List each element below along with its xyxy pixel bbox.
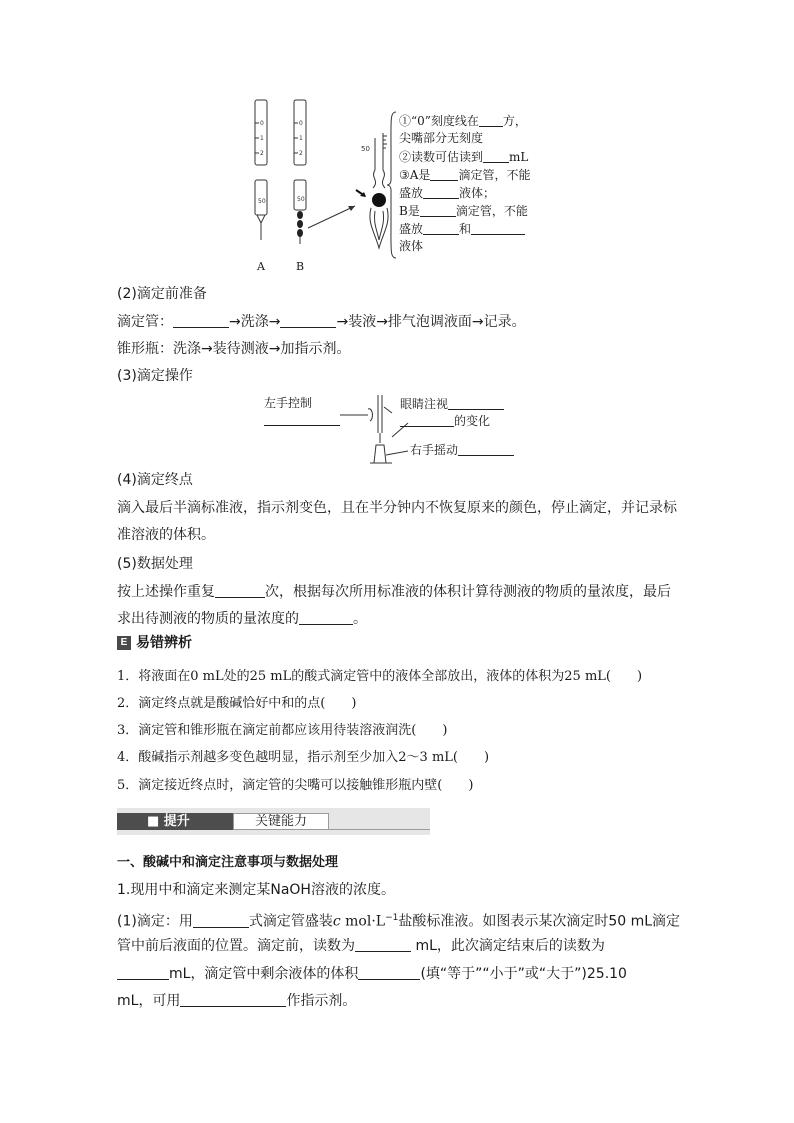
note-b-liquid — [399, 221, 525, 236]
error-item-1: 1．将液面在0 mL处的25 mL的酸式滴定管中的液体全部放出，液体的体积为25 mL( ) — [117, 669, 643, 684]
tick-2-a: 2 — [260, 150, 264, 157]
l4-a: mL，可用 — [117, 993, 181, 1009]
note-line7-mid: 和 — [459, 222, 472, 236]
tick-2-b: 2 — [299, 150, 303, 157]
banner-tag: ■ 提升 — [117, 813, 233, 830]
eyes-label: 眼睛注视 — [400, 397, 449, 411]
right-hand-line — [410, 442, 514, 457]
blank-right-hand[interactable] — [458, 442, 514, 456]
sec4-line2: 准溶液的体积。 — [117, 527, 215, 543]
sec3-heading: (3)滴定操作 — [117, 368, 193, 384]
note-line4-end: 滴定管，不能 — [458, 168, 531, 182]
note-line8: 液体 — [399, 239, 424, 253]
banner-label: 关键能力 — [233, 813, 329, 830]
blank-eyes[interactable] — [448, 396, 504, 410]
l1-b: 式滴定管盛装 — [248, 913, 333, 930]
part1-q1: 1.现用中和滴定来测定某NaOH溶液的浓度。 — [117, 882, 395, 898]
blank-a-type[interactable] — [430, 167, 458, 181]
tick-0-b: 0 — [299, 120, 303, 127]
note-b-type — [399, 203, 528, 218]
sec5-line2-b: 。 — [353, 611, 367, 627]
part1-line4 — [117, 993, 356, 1009]
blank-indicator[interactable] — [180, 993, 286, 1007]
l1-a: (1)滴定：用 — [117, 913, 193, 930]
error-item-5: 5．滴定接近终点时，滴定管的尖嘴可以接触锥形瓶内壁( ) — [117, 778, 474, 793]
note-line3: ②读数可估读到 — [399, 150, 484, 164]
label-b: B — [296, 260, 305, 273]
errors-title: 易错辨析 — [136, 635, 192, 651]
sec5-heading: (5)数据处理 — [117, 556, 193, 572]
note-a-type — [399, 167, 530, 182]
blank-burette-step2[interactable] — [280, 314, 336, 328]
blank-b-liquid-2[interactable] — [471, 221, 525, 235]
l3-a: mL，滴定管中剩余液体的体积 — [169, 966, 359, 982]
l1-sup: −1 — [385, 913, 399, 923]
right-hand-label: 右手摇动 — [410, 443, 459, 457]
sec2-heading: (2)滴定前准备 — [117, 286, 207, 302]
error-item-2: 2．滴定终点就是酸碱恰好中和的点( ) — [117, 696, 357, 711]
eyes-line — [400, 396, 504, 411]
error-badge-icon: E — [117, 636, 131, 650]
sec2-burette-label: 滴定管： — [117, 314, 173, 330]
burette-figure — [230, 98, 400, 278]
note-a-liquid — [399, 185, 495, 200]
l2-b: mL，此次滴定结束后的读数为 — [411, 938, 605, 954]
blank-b-type[interactable] — [420, 203, 456, 217]
sec5-line2-a: 求出待测液的物质的量浓度的 — [117, 611, 299, 627]
sec5-line1 — [117, 584, 671, 600]
blank-burette-step1[interactable] — [173, 314, 229, 328]
note-line6: B是 — [399, 204, 420, 218]
label-a: A — [257, 260, 265, 273]
blank-reading[interactable] — [483, 149, 509, 163]
tick-1-a: 1 — [260, 135, 264, 142]
l2-a: 管中前后液面的位置。滴定前，读数为 — [117, 938, 355, 954]
left-hand-label: 左手控制 — [264, 396, 313, 410]
note-line2: 尖嘴部分无刻度 — [399, 131, 484, 145]
blank-a-liquid[interactable] — [423, 185, 459, 199]
error-item-4: 4．酸碱指示剂越多变色越明显，指示剂至少加入2～3 mL( ) — [117, 750, 490, 765]
l3-b: (填“等于”“小于”或“大于”)25.10 — [420, 966, 627, 982]
tick-1-b: 1 — [299, 135, 303, 142]
part1-line3 — [117, 966, 627, 982]
sec5-line1-a: 按上述操作重复 — [117, 584, 215, 600]
blank-zero-position[interactable] — [479, 113, 503, 127]
sec2-burette-mid: →洗涤→ — [229, 314, 281, 330]
change-line — [400, 413, 490, 428]
tick-50-a: 50 — [258, 198, 266, 205]
part1-line1 — [117, 910, 680, 930]
note-line3-end: mL — [509, 150, 529, 164]
blank-initial-reading[interactable] — [355, 938, 411, 952]
sec2-burette-line — [117, 314, 526, 330]
blank-repeat[interactable] — [215, 584, 265, 598]
blank-average[interactable] — [299, 611, 353, 625]
sec5-line1-b: 次，根据每次所用标准液的体积计算待测液的物质的量浓度，最后 — [265, 584, 671, 600]
blank-change[interactable] — [400, 413, 454, 427]
note-line7: 盛放 — [399, 222, 424, 236]
sec4-heading: (4)滴定终点 — [117, 472, 193, 488]
sec2-burette-end: →装液→排气泡调液面→记录。 — [336, 314, 526, 330]
blank-final-reading[interactable] — [117, 966, 169, 980]
note-reading — [399, 149, 528, 164]
sec5-line2 — [117, 611, 367, 627]
note-zero-mark — [399, 113, 527, 128]
change-label: 的变化 — [454, 414, 491, 428]
l1-e: 盐酸标准液。如图表示某次滴定时50 mL滴定 — [398, 913, 681, 930]
blank-burette-type[interactable] — [193, 914, 249, 928]
sec4-line1: 滴入最后半滴标准液，指示剂变色，且在半分钟内不恢复原来的颜色，停止滴定，并记录标 — [117, 500, 677, 516]
tick-50-b: 50 — [297, 196, 305, 203]
l1-c: c — [332, 913, 341, 930]
part1-title: 一、酸碱中和滴定注意事项与数据处理 — [117, 855, 339, 870]
note-line1: ①“0”刻度线在 — [399, 114, 479, 128]
l1-d: mol·L — [340, 913, 386, 930]
annotation-brace — [386, 110, 398, 260]
note-line1-end: 方， — [502, 114, 527, 128]
zoom-tick-50: 50 — [361, 145, 370, 153]
error-item-3: 3．滴定管和锥形瓶在滴定前都应该用待装溶液润洗( ) — [117, 723, 448, 738]
note-line6-end: 滴定管，不能 — [455, 204, 528, 218]
part1-line2 — [117, 938, 605, 954]
blank-compare[interactable] — [358, 966, 420, 980]
sec2-flask-line: 锥形瓶：洗涤→装待测液→加指示剂。 — [117, 341, 351, 357]
tick-0-a: 0 — [260, 120, 264, 127]
l4-b: 作指示剂。 — [286, 993, 357, 1009]
note-line5-end: 液体； — [459, 186, 496, 200]
blank-b-liquid-1[interactable] — [423, 221, 459, 235]
note-line5: 盛放 — [399, 186, 424, 200]
section-banner — [117, 808, 430, 835]
blank-left-hand[interactable] — [264, 412, 340, 426]
note-line4: ③A是 — [399, 168, 431, 182]
